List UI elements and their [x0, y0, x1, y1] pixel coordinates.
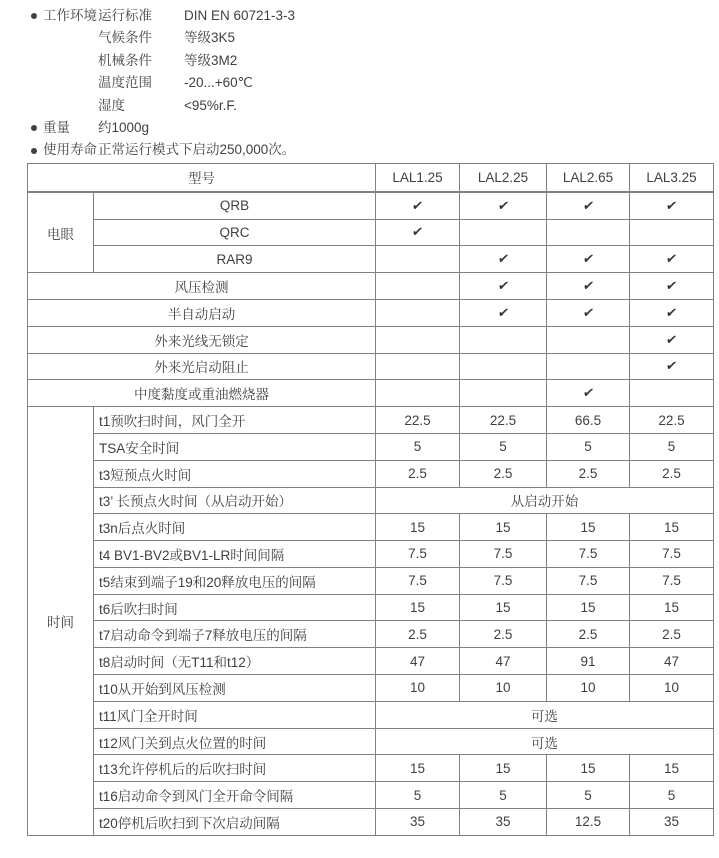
spec-list: [0, 0, 719, 162]
table-row: [28, 675, 714, 702]
bullet-icon: [31, 148, 37, 154]
spec-item-value: 正常运行模式下启动250,000次。: [98, 142, 296, 158]
check-icon: ✔: [665, 358, 679, 374]
value-cell: 2.5: [376, 460, 460, 487]
value-cell: 47: [630, 648, 714, 675]
spec-table-body: [28, 163, 714, 835]
value-cell: 22.5: [630, 407, 714, 434]
check-icon: ✔: [496, 251, 510, 267]
table-row: [28, 487, 714, 514]
value-cell: 66.5: [547, 407, 630, 434]
row-label-cell: t6后吹扫时间: [94, 594, 376, 621]
value-cell: 7.5: [460, 541, 547, 568]
spec-item-value: 约1000g: [98, 119, 150, 135]
value-cell: 15: [376, 514, 460, 541]
row-label-cell: t3短预点火时间: [94, 460, 376, 487]
check-icon: ✔: [411, 197, 425, 213]
value-cell: 15: [630, 755, 714, 782]
check-icon: ✔: [496, 304, 510, 320]
row-label-cell: t11风门全开时间: [94, 701, 376, 728]
spec-item-value: 等级3M2: [184, 52, 238, 68]
span-value-cell: 可选: [376, 728, 714, 755]
check-icon: ✔: [665, 197, 679, 213]
check-icon: ✔: [496, 197, 510, 213]
value-cell: [547, 353, 630, 380]
value-cell: [630, 273, 714, 300]
value-cell: 2.5: [460, 621, 547, 648]
table-row: [28, 728, 714, 755]
row-label-cell: t4 BV1-BV2或BV1-LR时间间隔: [94, 541, 376, 568]
value-cell: [460, 246, 547, 273]
value-cell: [630, 380, 714, 407]
value-cell: 35: [376, 809, 460, 836]
value-cell: 2.5: [630, 621, 714, 648]
value-cell: 15: [376, 755, 460, 782]
group-cell: 电眼: [28, 192, 94, 272]
row-label-cell: t3’ 长预点火时间（从启动开始）: [94, 487, 376, 514]
value-cell: 15: [547, 514, 630, 541]
value-cell: 5: [630, 782, 714, 809]
value-cell: 22.5: [460, 407, 547, 434]
row-label-cell: RAR9: [94, 246, 376, 273]
spec-line: [0, 50, 719, 72]
value-cell: 15: [630, 594, 714, 621]
table-row: [28, 809, 714, 836]
check-icon: ✔: [665, 304, 679, 320]
table-row: [28, 460, 714, 487]
row-label-cell: t20停机后吹扫到下次启动间隔: [94, 809, 376, 836]
value-cell: 22.5: [376, 407, 460, 434]
value-cell: [460, 326, 547, 353]
row-label-cell: t16启动命令到风门全开命令间隔: [94, 782, 376, 809]
row-label-cell: 风压检测: [28, 273, 376, 300]
model-header-cell: 型号: [28, 163, 376, 192]
spec-item-label: 机械条件: [98, 52, 152, 68]
spec-item-value: 等级3K5: [184, 30, 236, 46]
span-value-cell: 可选: [376, 701, 714, 728]
spec-group-label: 重量: [43, 119, 70, 135]
value-cell: [376, 273, 460, 300]
table-row: [28, 380, 714, 407]
value-cell: [547, 380, 630, 407]
value-cell: 35: [630, 809, 714, 836]
value-cell: [460, 380, 547, 407]
model-name-cell: LAL3.25: [630, 163, 714, 192]
table-row: [28, 246, 714, 273]
row-label-cell: 半自动启动: [28, 299, 376, 326]
row-label-cell: t8启动时间（无T11和t12）: [94, 648, 376, 675]
value-cell: 5: [630, 433, 714, 460]
check-icon: ✔: [411, 224, 425, 240]
table-row: [28, 433, 714, 460]
spec-item-value: -20...+60℃: [184, 75, 253, 91]
spec-item-label: 运行标准: [98, 8, 152, 23]
value-cell: [547, 192, 630, 219]
value-cell: [630, 192, 714, 219]
value-cell: [630, 353, 714, 380]
value-cell: 15: [460, 755, 547, 782]
row-label-cell: t5结束到端子19和20释放电压的间隔: [94, 567, 376, 594]
value-cell: 2.5: [547, 460, 630, 487]
value-cell: 15: [460, 594, 547, 621]
value-cell: 5: [376, 782, 460, 809]
check-icon: ✔: [581, 197, 595, 213]
value-cell: [547, 246, 630, 273]
value-cell: [460, 273, 547, 300]
row-label-cell: 中度黏度或重油燃烧器: [28, 380, 376, 407]
value-cell: [630, 246, 714, 273]
spec-line: [0, 72, 719, 94]
check-icon: ✔: [496, 278, 510, 294]
table-row: [28, 782, 714, 809]
value-cell: [376, 353, 460, 380]
value-cell: 5: [547, 433, 630, 460]
table-row: [28, 326, 714, 353]
check-icon: ✔: [665, 278, 679, 294]
spec-line: [0, 117, 719, 139]
table-row: [28, 219, 714, 246]
row-label-cell: QRC: [94, 219, 376, 246]
table-row: [28, 701, 714, 728]
table-row: [28, 621, 714, 648]
spec-item-label: 气候条件: [98, 30, 152, 46]
row-label-cell: TSA安全时间: [94, 433, 376, 460]
spec-item-value: DIN EN 60721-3-3: [184, 8, 296, 23]
row-label-cell: QRB: [94, 192, 376, 219]
value-cell: 15: [376, 594, 460, 621]
value-cell: 5: [547, 782, 630, 809]
value-cell: [376, 380, 460, 407]
row-label-cell: t10从开始到风压检测: [94, 675, 376, 702]
bullet-icon: [31, 13, 37, 19]
value-cell: 91: [547, 648, 630, 675]
value-cell: [460, 299, 547, 326]
spec-line: [0, 5, 719, 27]
value-cell: [376, 246, 460, 273]
value-cell: 10: [376, 675, 460, 702]
value-cell: 5: [376, 433, 460, 460]
value-cell: [630, 219, 714, 246]
spec-line: [0, 95, 719, 117]
value-cell: 7.5: [460, 567, 547, 594]
value-cell: [547, 273, 630, 300]
check-icon: ✔: [581, 278, 595, 294]
table-row: [28, 407, 714, 434]
spec-group-label: 使用寿命: [43, 142, 97, 158]
value-cell: 47: [376, 648, 460, 675]
value-cell: 12.5: [547, 809, 630, 836]
check-icon: ✔: [665, 331, 679, 347]
check-icon: ✔: [581, 304, 595, 320]
value-cell: 47: [460, 648, 547, 675]
value-cell: [376, 192, 460, 219]
check-icon: ✔: [581, 251, 595, 267]
spec-item-label: 湿度: [98, 97, 125, 113]
model-name-cell: LAL1.25: [376, 163, 460, 192]
row-label-cell: t1预吹扫时间，风门全开: [94, 407, 376, 434]
table-row: [28, 594, 714, 621]
value-cell: 10: [547, 675, 630, 702]
value-cell: 15: [460, 514, 547, 541]
table-row: [28, 567, 714, 594]
model-name-cell: LAL2.65: [547, 163, 630, 192]
row-label-cell: t12风门关到点火位置的时间: [94, 728, 376, 755]
row-label-cell: 外来光线无锁定: [28, 326, 376, 353]
value-cell: 7.5: [547, 541, 630, 568]
value-cell: 7.5: [547, 567, 630, 594]
value-cell: 5: [460, 782, 547, 809]
value-cell: [460, 353, 547, 380]
spec-table: [27, 163, 714, 836]
value-cell: [460, 192, 547, 219]
bullet-icon: [31, 125, 37, 131]
row-label-cell: t7启动命令到端子7释放电压的间隔: [94, 621, 376, 648]
table-row: [28, 648, 714, 675]
value-cell: 2.5: [460, 460, 547, 487]
value-cell: [460, 219, 547, 246]
value-cell: [547, 219, 630, 246]
model-name-cell: LAL2.25: [460, 163, 547, 192]
spec-item-value: <95%r.F.: [184, 97, 237, 113]
value-cell: 7.5: [376, 567, 460, 594]
spec-item-label: 温度范围: [98, 75, 152, 91]
value-cell: 7.5: [376, 541, 460, 568]
check-icon: ✔: [581, 385, 595, 401]
value-cell: [547, 326, 630, 353]
table-row: [28, 299, 714, 326]
spec-group-label: 工作环境: [43, 8, 97, 23]
spec-line: [0, 139, 719, 161]
row-label-cell: t13允许停机后的后吹扫时间: [94, 755, 376, 782]
table-row: [28, 755, 714, 782]
table-row: [28, 353, 714, 380]
value-cell: 10: [460, 675, 547, 702]
table-row: [28, 514, 714, 541]
row-label-cell: 外来光启动阻止: [28, 353, 376, 380]
value-cell: [630, 326, 714, 353]
value-cell: 15: [630, 514, 714, 541]
value-cell: [376, 299, 460, 326]
value-cell: 15: [547, 594, 630, 621]
table-row: [28, 541, 714, 568]
group-cell: 时间: [28, 407, 94, 836]
value-cell: 10: [630, 675, 714, 702]
value-cell: 7.5: [630, 567, 714, 594]
value-cell: [630, 299, 714, 326]
value-cell: 2.5: [547, 621, 630, 648]
table-row: [28, 273, 714, 300]
check-icon: ✔: [665, 251, 679, 267]
value-cell: 15: [547, 755, 630, 782]
value-cell: [376, 219, 460, 246]
table-row: [28, 192, 714, 219]
value-cell: [547, 299, 630, 326]
table-header-row: [28, 163, 714, 192]
value-cell: 2.5: [630, 460, 714, 487]
spec-line: [0, 27, 719, 49]
span-value-cell: 从启动开始: [376, 487, 714, 514]
value-cell: [376, 326, 460, 353]
value-cell: 7.5: [630, 541, 714, 568]
row-label-cell: t3n后点火时间: [94, 514, 376, 541]
value-cell: 2.5: [376, 621, 460, 648]
value-cell: 35: [460, 809, 547, 836]
value-cell: 5: [460, 433, 547, 460]
